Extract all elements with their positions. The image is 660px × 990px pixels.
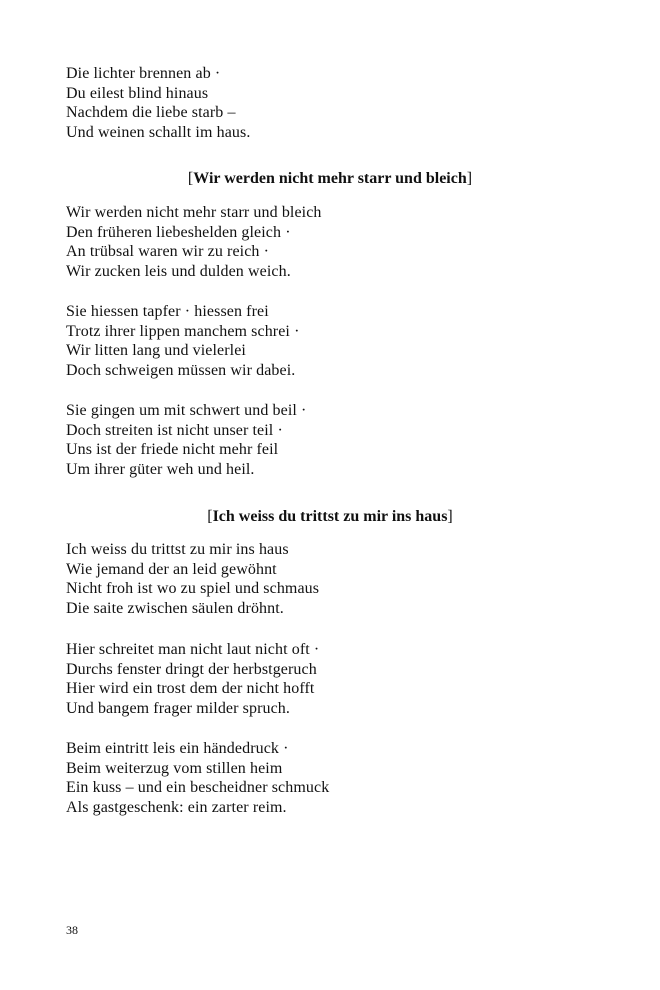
stanza [66, 739, 586, 817]
verse-line: Um ihrer güter weh und heil. [66, 460, 255, 478]
verse-line: Durchs fenster dringt der herbstgeruch [66, 660, 317, 678]
verse-line: Doch schweigen müssen wir dabei. [66, 361, 296, 379]
poem-title-text: Wir werden nicht mehr starr und bleich [193, 170, 467, 187]
title-bracket-open: [ [187, 170, 194, 187]
verse-line: An trübsal waren wir zu reich · [66, 243, 270, 260]
verse-line: Ich weiss du trittst zu mir ins haus [66, 541, 289, 558]
verse-line: Die lichter brennen ab · [66, 65, 221, 82]
verse-line: Als gastgeschenk: ein zarter reim. [66, 798, 287, 816]
verse-line: Wir werden nicht mehr starr und bleich [66, 204, 322, 221]
verse-line: Hier wird ein trost dem der nicht hofft [66, 680, 315, 697]
poem-title-text: Ich weiss du trittst zu mir ins haus [212, 508, 448, 525]
verse-line: Hier schreitet man nicht laut nicht oft · [66, 641, 320, 658]
verse-line: Du eilest blind hinaus [66, 84, 209, 102]
title-bracket-close: ] [447, 508, 453, 525]
verse-line: Doch streiten ist nicht unser teil · [66, 421, 283, 439]
verse-line: Ein kuss – und ein bescheidner schmuck [66, 779, 330, 796]
verse-line: Nicht froh ist wo zu spiel und schmaus [66, 580, 320, 597]
verse-line: Nachdem die liebe starb – [66, 104, 236, 121]
stanza [66, 401, 586, 479]
verse-line: Wie jemand der an leid gewöhnt [66, 560, 277, 578]
page-number: 38 [66, 923, 78, 937]
title-bracket-open: [ [207, 508, 213, 525]
verse-line: Wir litten lang und vielerlei [66, 342, 246, 359]
verse-line: Sie gingen um mit schwert und beil · [66, 402, 307, 419]
poem-title [0, 507, 660, 527]
verse-line: Und weinen schallt im haus. [66, 123, 251, 141]
stanza [66, 540, 586, 618]
stanza [66, 203, 586, 281]
verse-line: Und bangem frager milder spruch. [66, 699, 291, 717]
verse-line: Trotz ihrer lippen manchem schrei · [66, 322, 300, 340]
stanza [66, 302, 586, 380]
verse-line: Die saite zwischen säulen dröhnt. [66, 599, 284, 617]
verse-line: Sie hiessen tapfer · hiessen frei [66, 303, 269, 320]
verse-line: Wir zucken leis und dulden weich. [66, 262, 291, 280]
title-bracket-close: ] [466, 170, 473, 187]
stanza [66, 640, 586, 718]
verse-line: Beim weiterzug vom stillen heim [66, 759, 283, 777]
verse-line: Beim eintritt leis ein händedruck · [66, 740, 289, 757]
poem-title [0, 169, 660, 189]
verse-line: Uns ist der friede nicht mehr feil [66, 441, 279, 458]
stanza-continued [66, 64, 586, 142]
verse-line: Den früheren liebeshelden gleich · [66, 223, 291, 241]
